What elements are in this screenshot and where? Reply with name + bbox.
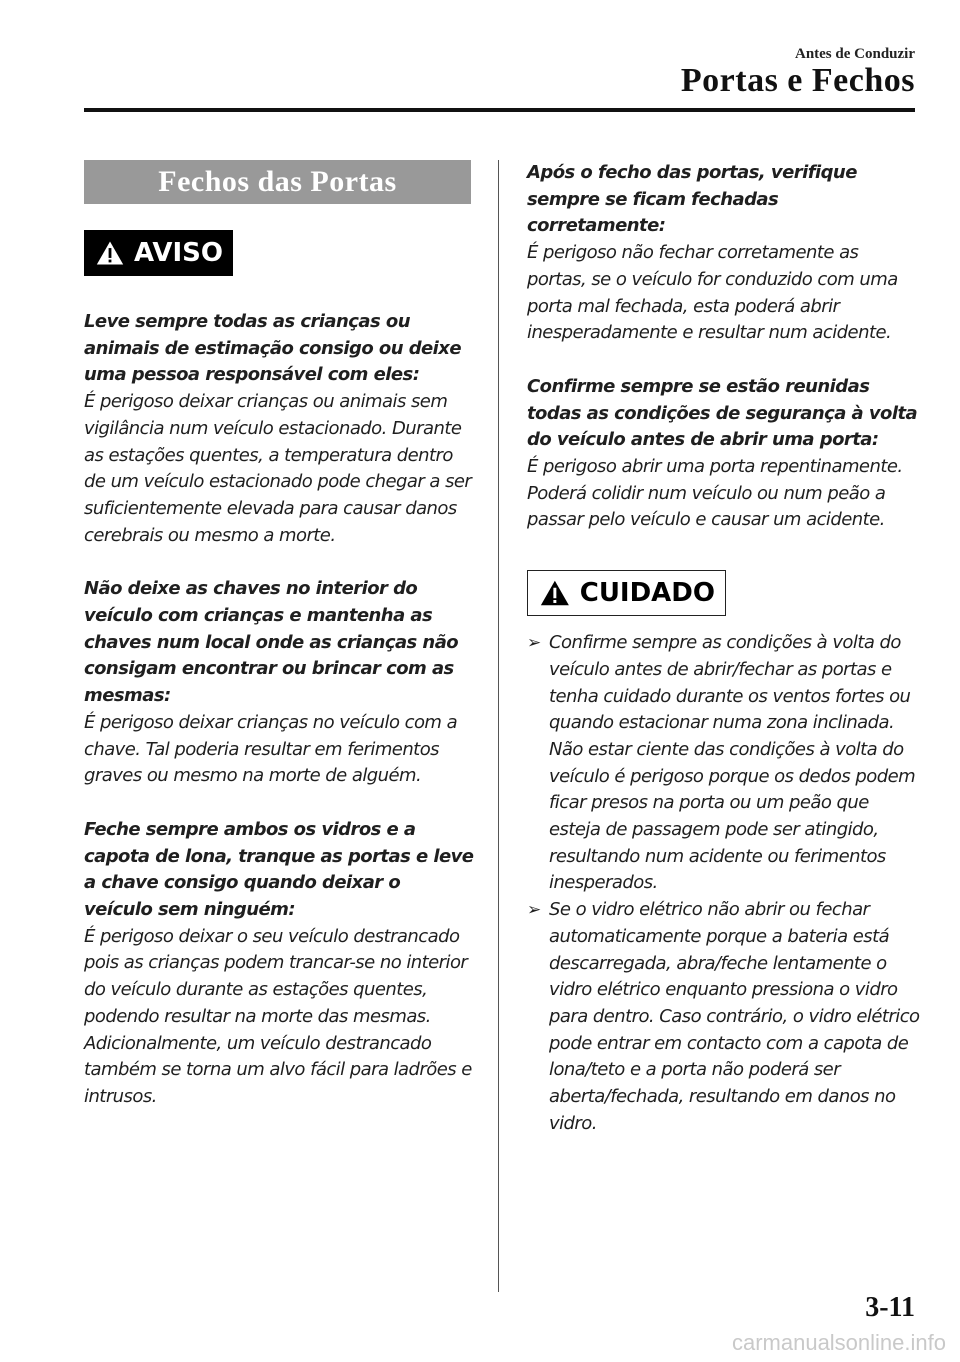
caution-badge [527,570,726,616]
warning-body-5: É perigoso abrir uma porta repentinamente. Poderá colidir num veículo ou num peão a passar pelo veículo e causar um acidente. [527,456,903,531]
warning-heading-1: Leve sempre todas as crianças ou animais de estimação consigo ou deixe uma pessoa responsável com eles: [84,311,462,386]
warning-heading-3: Feche sempre ambos os vidros e a capota de lona, tranque as portas e leve a chave consigo quando deixar o veículo sem ninguém: [84,818,474,921]
watermark: carmanualsonline.info [731,1330,946,1355]
warning-block-4 [527,160,922,347]
warning-triangle-icon [96,238,124,268]
warning-badge [84,230,233,276]
right-column [527,160,922,1138]
warning-body-4: É perigoso não fechar corretamente as portas, se o veículo for conduzido com uma porta mal fechada, esta poderá abrir inesperadamente e resultar num acidente. [527,242,898,344]
warning-heading-4: Após o fecho das portas, verifique sempre se ficam fechadas corretamente: [527,162,857,237]
warning-block-3 [84,817,474,1111]
caution-label: CUIDADO [579,578,715,609]
warning-block-1 [84,309,474,549]
warning-block-2 [84,576,474,790]
warning-body-2: É perigoso deixar crianças no veículo com a chave. Tal poderia resultar em ferimentos graves ou mesmo na morte de alguém. [84,711,458,787]
header-divider [84,108,915,112]
warning-heading-5: Confirme sempre se estão reunidas todas as condições de segurança à volta do veículo antes de abrir uma porta: [527,375,918,451]
warning-body-3: É perigoso deixar o seu veículo destrancado pois as crianças podem trancar-se no interior do veículo durante as estações quentes, podendo resultar na morte das mesmas. Adicionalmente, um veículo destrancado também se torna um alvo fácil para ladrões e intrusos. [84,925,472,1107]
chapter-title: Antes de Conduzir [794,46,915,62]
warning-body-1: É perigoso deixar crianças ou animais sem vigilância num veículo estacionado. Durante as estações quentes, a temperatura dentro de um veículo estacionado pode chegar a ser suficientemente elevada para causar danos cerebrais ou mesmo a morte. [84,391,472,546]
warning-label: AVISO [134,238,223,268]
arrow-bullet-icon: ➢ [527,900,542,921]
arrow-bullet-icon: ➢ [527,633,542,654]
caution-text-1: Confirme sempre as condições à volta do veículo antes de abrir/fechar as portas e tenha cuidado durante os ventos fortes ou quando estacionar numa zona inclinada. Não estar ciente das condições à volta do veículo é perigoso porque os dedos podem ficar presos na porta ou um peão que esteja de passagem pode ser atingido, resultando num acidente ou ferimentos inesperados. [549,632,916,894]
caution-item-2 [527,897,922,1137]
warning-heading-2: Não deixe as chaves no interior do veículo com crianças e mantenha as chaves num local onde as crianças não consigam encontrar ou brincar com as mesmas: [84,578,459,707]
column-divider [498,160,499,1292]
caution-text-2: Se o vidro elétrico não abrir ou fechar automaticamente porque a bateria está descarregada, abra/feche lentamente o vidro elétrico enquanto pressiona o vidro para dentro. Caso contrário, o vidro elétrico pode entrar em contacto com a capota de lona/teto e a porta não poderá ser aberta/fechada, resultando em danos no vidro. [549,899,920,1134]
section-title: Fechos das Portas [84,160,471,204]
caution-item-1 [527,630,922,897]
section-header: Portas e Fechos [680,62,915,99]
caution-triangle-icon [540,578,570,608]
warning-block-5 [527,374,922,534]
left-column [84,160,474,1111]
page-number: 3-11 [865,1292,915,1323]
